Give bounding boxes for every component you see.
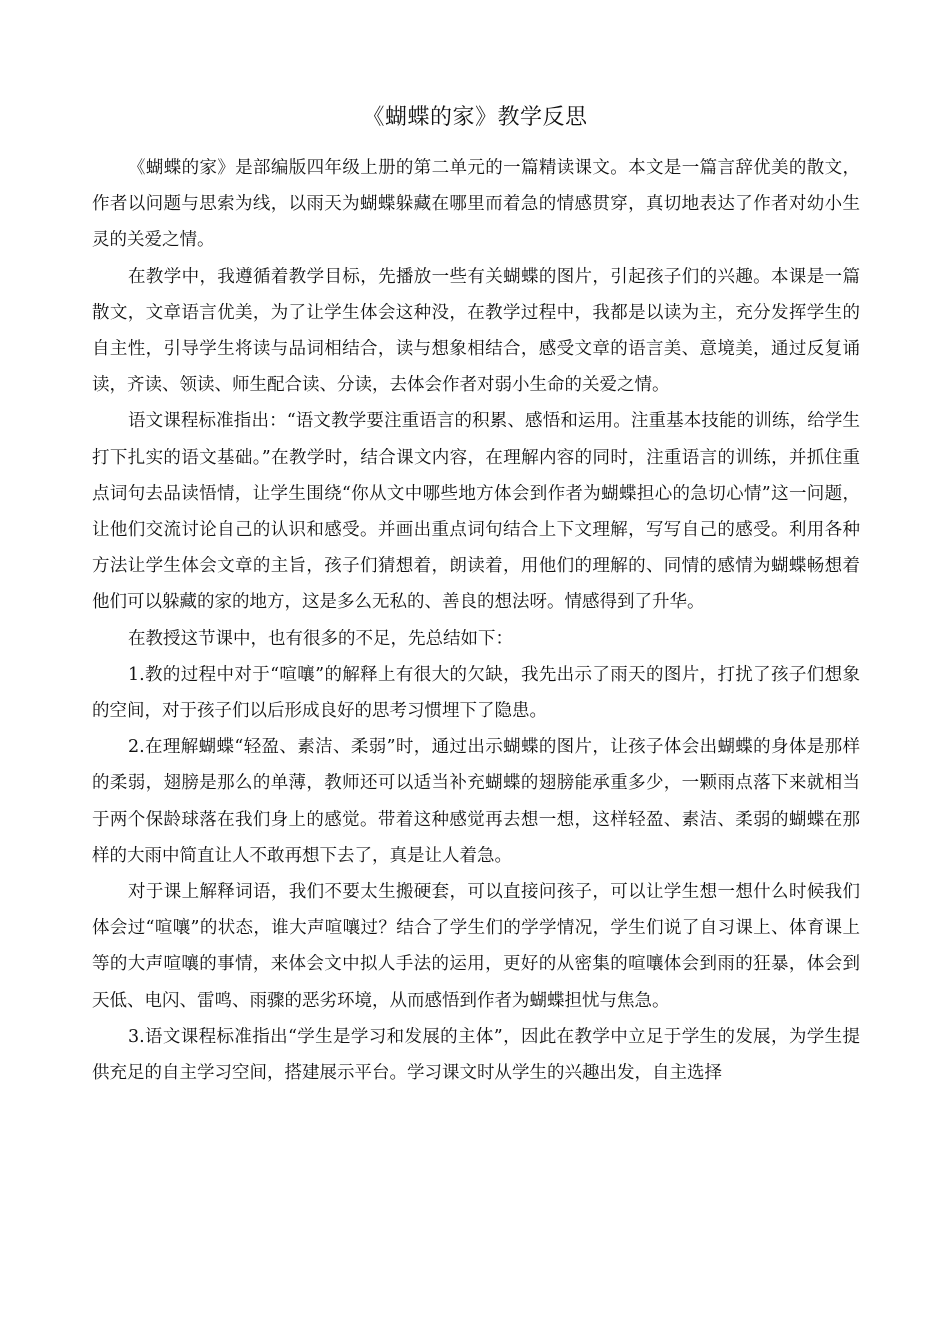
document-title: 《蝴蝶的家》教学反思 [362,105,588,130]
paragraph-intro: 《蝴蝶的家》是部编版四年级上册的第二单元的一篇精读课文。本文是一篇言辞优美的散文，作者以问题与思索为线，以雨天为蝴蝶躲藏在哪里而着急的情感贯穿，真切地表达了作者对幼小生灵的关爱之情。 [92,158,860,251]
paragraph-point-2: 2.在理解蝴蝶“轻盈、素洁、柔弱”时，通过出示蝴蝶的图片，让孩子体会出蝴蝶的身体是那样的柔弱，翅膀是那么的单薄，教师还可以适当补充蝴蝶的翅膀能承重多少，一颗雨点落下来就相当于两个保龄球落在我们身上的感觉。带着这种感觉再去想一想，这样轻盈、素洁、柔弱的蝴蝶在那样的大雨中简直让人不敢再想下去了，真是让人着急。 [92,737,860,866]
paragraph-word-explanation: 对于课上解释词语，我们不要太生搬硬套，可以直接问孩子，可以让学生想一想什么时候我们体会过“喧嚷”的状态，谁大声喧嚷过？结合了学生们的学学情况，学生们说了自习课上、体育课上等的大声喧嚷的事情，来体会文中拟人手法的运用，更好的从密集的喧嚷体会到雨的狂暴，体会到天低、电闪、雷鸣、雨骤的恶劣环境，从而感悟到作者为蝴蝶担忧与焦急。 [92,882,860,1011]
paragraph-shortcomings-intro: 在教授这节课中，也有很多的不足，先总结如下： [128,628,513,649]
paragraph-point-1: 1.教的过程中对于“喧嚷”的解释上有很大的欠缺，我先出示了雨天的图片，打扰了孩子们想象的空间，对于孩子们以后形成良好的思考习惯埋下了隐患。 [92,664,860,722]
paragraph-teaching-process: 在教学中，我遵循着教学目标，先播放一些有关蝴蝶的图片，引起孩子们的兴趣。本课是一篇散文，文章语言优美，为了让学生体会这种没，在教学过程中，我都是以读为主，充分发挥学生的自主性，引导学生将读与品词相结合，读与想象相结合，感受文章的语言美、意境美，通过反复诵读，齐读、领读、师生配合读、分读，去体会作者对弱小生命的关爱之情。 [92,266,860,396]
paragraph-curriculum-standard: 语文课程标准指出：“语文教学要注重语言的积累、感悟和运用。注重基本技能的训练，给学生打下扎实的语文基础。”在教学时，结合课文内容，在理解内容的同时，注重语言的训练，并抓住重点词句去品读悟情，让学生围绕“你从文中哪些地方体会到作者为蝴蝶担心的急切心情”这一问题，让他们交流讨论自己的认识和感受。并画出重点词句结合上下文理解，写写自己的感受。利用各种方法让学生体会文章的主旨，孩子们猜想着，朗读着，用他们的理解的、同情的感情为蝴蝶畅想着他们可以躲藏的家的地方，这是多么无私的、善良的想法呀。情感得到了升华。 [92,411,860,613]
paragraph-point-3: 3.语文课程标准指出“学生是学习和发展的主体”，因此在教学中立足于学生的发展，为学生提供充足的自主学习空间，搭建展示平台。学习课文时从学生的兴趣出发，自主选择 [92,1026,860,1084]
document-body [92,150,860,1091]
